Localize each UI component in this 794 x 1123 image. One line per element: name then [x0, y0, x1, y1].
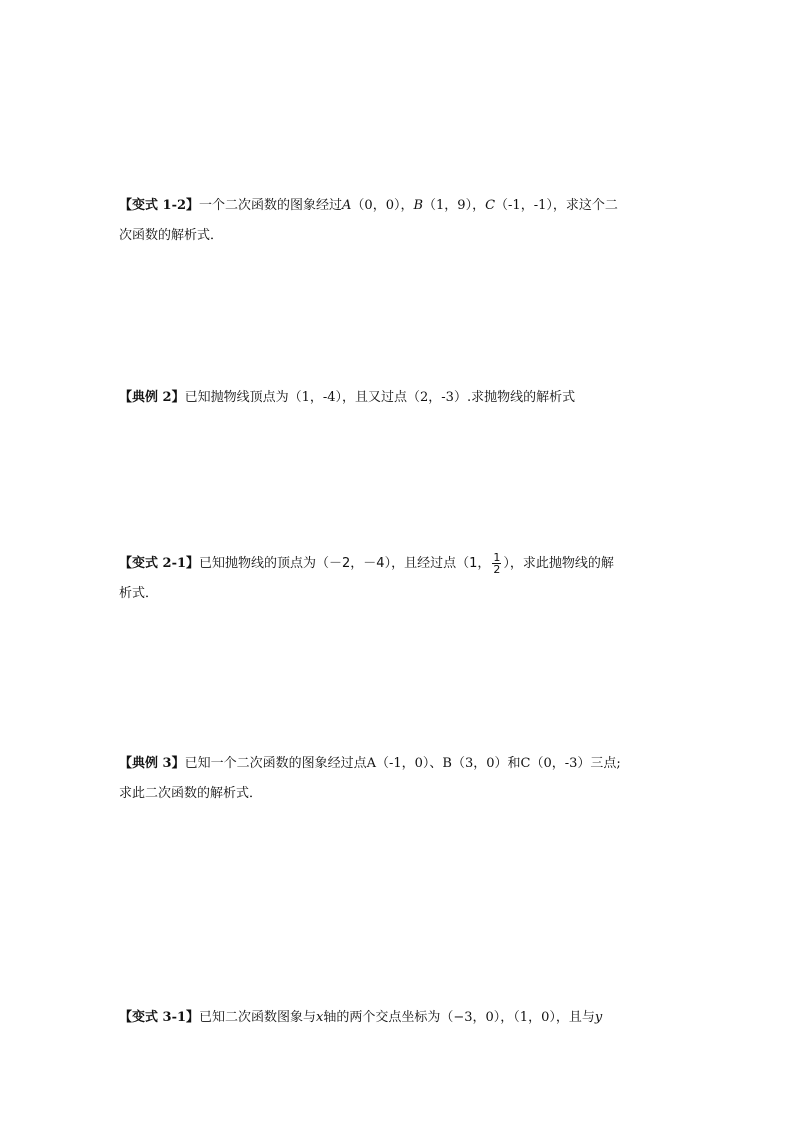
problem-text: 已知二次函数图象与 — [199, 1010, 317, 1025]
problem-text: ，求此抛物线的解 — [509, 556, 614, 571]
fraction-one-half — [492, 552, 501, 575]
problem-text: 求此二次函数的解析式． — [119, 786, 263, 801]
problem-tag: 【变式 2-1】 — [119, 556, 200, 571]
problem-variant-3-1 — [119, 1003, 679, 1033]
problem-tag: 【典例 2】 — [119, 390, 185, 405]
problem-text: （-1，-1），求这个二 — [495, 198, 618, 213]
problem-text: ，且经过点 — [391, 556, 457, 571]
var-x: x — [316, 1010, 324, 1025]
problem-text: 一个二次函数的图象经过 — [199, 198, 343, 213]
problem-variant-1-2 — [119, 191, 679, 251]
problem-line — [119, 549, 679, 579]
point-label-b: B — [413, 198, 424, 213]
point-label-c: C — [485, 198, 496, 213]
problem-variant-2-1 — [119, 549, 679, 609]
problem-text: 已知抛物线顶点为（1，-4），且又过点（2，-3）.求抛物线的解析式 — [184, 390, 576, 405]
problem-text: （1，9）， — [423, 198, 486, 213]
problem-line — [119, 221, 679, 251]
problem-example-2 — [119, 383, 679, 413]
problem-line — [119, 779, 679, 809]
problem-text: 轴的两个交点坐标为（−3，0），（1，0），且与 — [323, 1010, 595, 1025]
point-open: （1， — [456, 556, 491, 571]
problem-text: 已知抛物线的顶点为 — [199, 556, 317, 571]
problem-text: 次函数的解析式． — [119, 228, 224, 243]
problem-tag: 【典例 3】 — [119, 756, 185, 771]
problem-line — [119, 1003, 679, 1033]
point-close: ） — [503, 556, 510, 571]
problem-tag: 【变式 1-2】 — [119, 198, 200, 213]
problem-example-3 — [119, 749, 679, 809]
problem-text: 析式． — [119, 586, 159, 601]
fraction-denominator: 2 — [493, 563, 501, 576]
vertex-math: （－2，－4） — [316, 556, 392, 571]
problem-line — [119, 191, 679, 221]
problem-tag: 【变式 3-1】 — [119, 1010, 200, 1025]
var-y: y — [594, 1010, 603, 1025]
point-label-a: A — [342, 198, 352, 213]
problem-line — [119, 579, 679, 609]
problem-line — [119, 383, 679, 413]
fraction-numerator: 1 — [493, 551, 501, 564]
problem-text: （0，0）， — [351, 198, 414, 213]
problem-text: 已知一个二次函数的图象经过点A（-1，0）、B（3，0）和C（0，-3）三点; — [184, 756, 621, 771]
problem-line — [119, 749, 679, 779]
